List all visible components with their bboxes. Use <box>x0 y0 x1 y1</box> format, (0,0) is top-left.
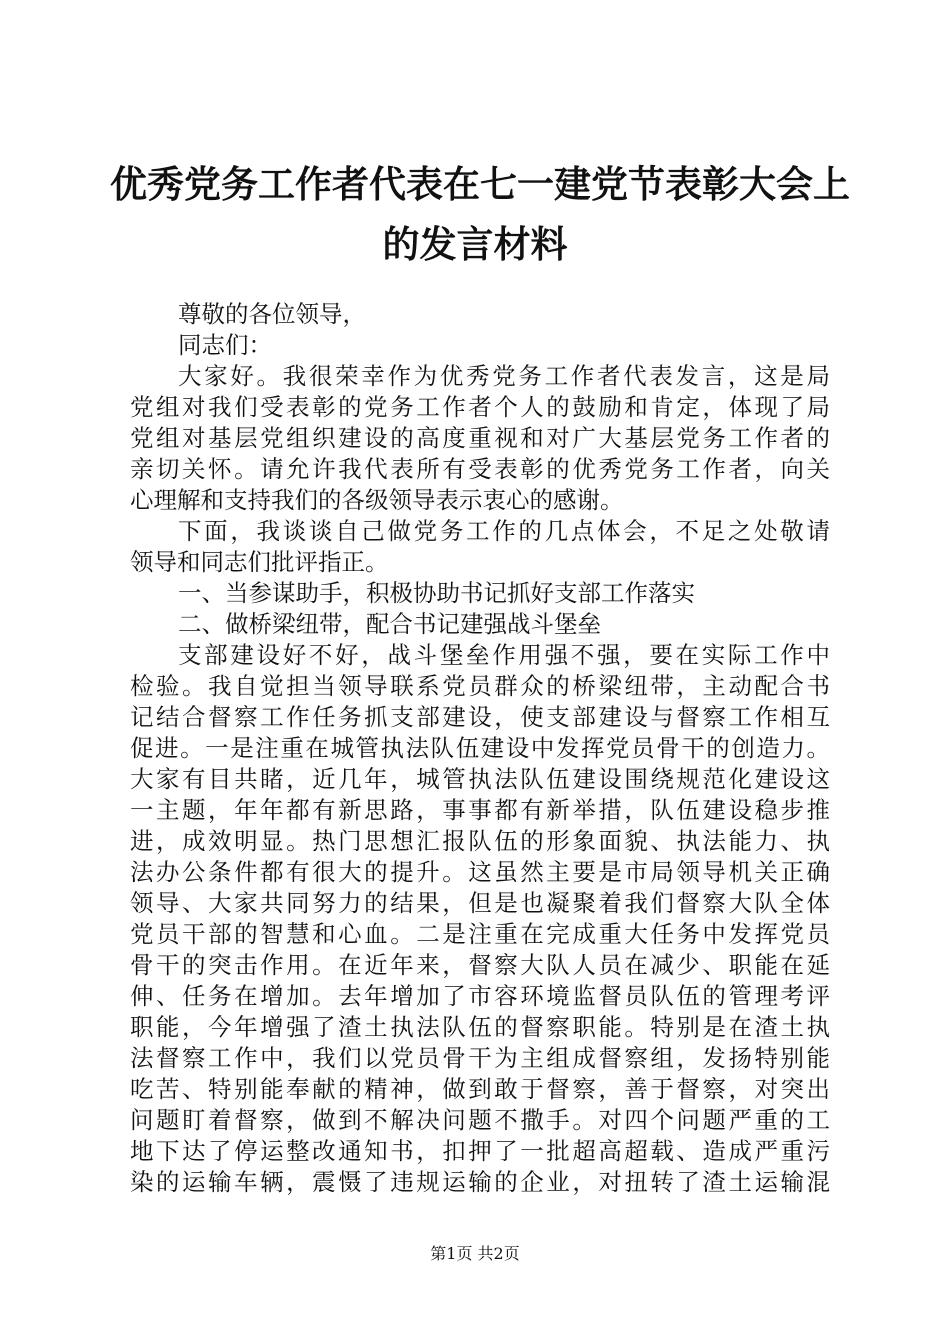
body-line: 记结合督察工作任务抓支部建设，使支部建设与督察工作相互 <box>130 703 830 731</box>
document-body <box>130 299 830 1198</box>
body-line: 党组对基层党组织建设的高度重视和对广大基层党务工作者的 <box>130 424 830 452</box>
body-line: 党组对我们受表彰的党务工作者个人的鼓励和肯定，体现了局 <box>130 393 830 421</box>
document-title-line-2: 的发言材料 <box>382 222 568 266</box>
body-line: 伸、任务在增加。去年增加了市容环境监督员队伍的管理考评 <box>130 982 830 1010</box>
body-line: 法办公条件都有很大的提升。这虽然主要是市局领导机关正确 <box>130 858 830 886</box>
salutation-line: 尊敬的各位领导， <box>178 300 366 328</box>
section-heading: 一、当参谋助手，积极协助书记抓好支部工作落实 <box>178 579 695 607</box>
body-line: 亲切关怀。请允许我代表所有受表彰的优秀党务工作者，向关 <box>130 455 830 483</box>
body-line: 大家好。我很荣幸作为优秀党务工作者代表发言，这是局 <box>178 362 830 390</box>
salutation-line: 同志们： <box>178 331 272 359</box>
body-line: 地下达了停运整改通知书，扣押了一批超高超载、造成严重污 <box>130 1137 830 1165</box>
body-line: 领导、大家共同努力的结果，但是也凝聚着我们督察大队全体 <box>130 889 830 917</box>
body-line: 检验。我自觉担当领导联系党员群众的桥梁纽带，主动配合书 <box>130 672 830 700</box>
body-line: 心理解和支持我们的各级领导表示衷心的感谢。 <box>130 486 624 514</box>
document-title-line-1: 优秀党务工作者代表在七一建党节表彰大会上 <box>110 162 850 206</box>
body-line: 法督察工作中，我们以党员骨干为主组成督察组，发扬特别能 <box>130 1044 830 1072</box>
body-line: 党员干部的智慧和心血。二是注重在完成重大任务中发挥党员 <box>130 920 830 948</box>
body-line: 一主题，年年都有新思路，事事都有新举措，队伍建设稳步推 <box>130 796 830 824</box>
body-line: 染的运输车辆，震慑了违规运输的企业，对扭转了渣土运输混 <box>130 1168 830 1196</box>
body-line: 促进。一是注重在城管执法队伍建设中发挥党员骨干的创造力。 <box>130 734 830 762</box>
body-line: 大家有目共睹，近几年，城管执法队伍建设围绕规范化建设这 <box>130 765 830 793</box>
page-number-footer: 第1页 共2页 <box>430 1244 520 1263</box>
body-line: 下面，我谈谈自己做党务工作的几点体会，不足之处敬请 <box>178 517 830 545</box>
body-line: 问题盯着督察，做到不解决问题不撒手。对四个问题严重的工 <box>130 1106 830 1134</box>
body-line: 支部建设好不好，战斗堡垒作用强不强，要在实际工作中 <box>178 641 830 669</box>
body-line: 吃苦、特别能奉献的精神，做到敢于督察，善于督察，对突出 <box>130 1075 830 1103</box>
body-line: 骨干的突击作用。在近年来，督察大队人员在减少、职能在延 <box>130 951 830 979</box>
body-line: 进，成效明显。热门思想汇报队伍的形象面貌、执法能力、执 <box>130 827 830 855</box>
body-line: 领导和同志们批评指正。 <box>130 548 389 576</box>
section-heading: 二、做桥梁纽带，配合书记建强战斗堡垒 <box>178 610 601 638</box>
body-line: 职能，今年增强了渣土执法队伍的督察职能。特别是在渣土执 <box>130 1013 830 1041</box>
